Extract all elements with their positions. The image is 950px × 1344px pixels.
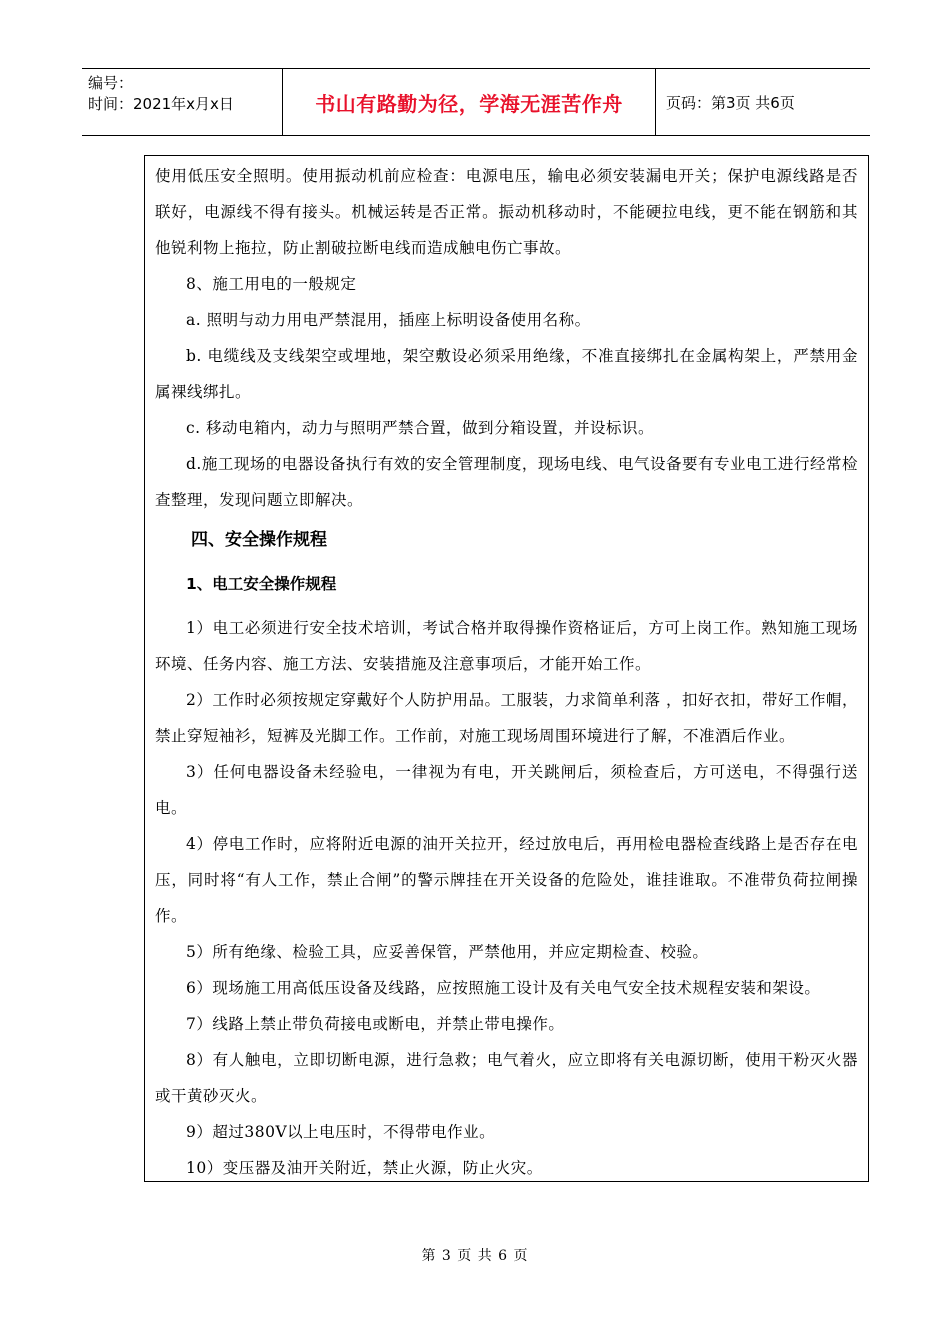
rule-item-6: 6）现场施工用高低压设备及线路，应按照施工设计及有关电气安全技术规程安装和架设。 (186, 979, 821, 997)
paragraph-item-c: c. 移动电箱内，动力与照明严禁合置，做到分箱设置，并设标识。 (186, 419, 655, 437)
subsection-heading: 1、电工安全操作规程 (186, 575, 337, 593)
header-page-info: 页码：第3页 共6页 (666, 93, 795, 112)
header-motto: 书山有路勤为径，学海无涯苦作舟 (315, 91, 623, 116)
rule-item-1: 1）电工必须进行安全技术培训，考试合格并取得操作资格证后，方可上岗工作。熟知施工现场环境、任务内容、施工方法、安装措施及注意事项后，才能开始工作。 (155, 619, 858, 673)
document-date: 时间：2021年x月x日 (88, 95, 234, 113)
page-footer: 第 3 页 共 6 页 (421, 1248, 529, 1264)
document-header (82, 68, 870, 136)
rule-item-8: 8）有人触电，立即切断电源，进行急救；电气着火，应立即将有关电源切断，使用干粉灭火器或干黄砂灭火。 (155, 1051, 858, 1105)
rule-item-2: 2）工作时必须按规定穿戴好个人防护用品。工服装，力求简单利落 ，扣好衣扣，带好工作帽，禁止穿短袖衫，短裤及光脚工作。工作前，对施工现场周围环境进行了解，不准酒后作业。 (155, 691, 858, 745)
section-heading: 四、安全操作规程 (191, 530, 327, 550)
header-meta (82, 69, 282, 135)
paragraph-item-8: 8、施工用电的一般规定 (186, 275, 357, 293)
rule-item-10: 10）变压器及油开关附近，禁止火源，防止火灾。 (186, 1159, 543, 1177)
rule-item-9: 9）超过380V以上电压时，不得带电作业。 (186, 1123, 496, 1141)
paragraph-item-a: a. 照明与动力用电严禁混用，插座上标明设备使用名称。 (186, 311, 591, 329)
rule-item-5: 5）所有绝缘、检验工具，应妥善保管，严禁他用，并应定期检查、校验。 (186, 943, 709, 961)
paragraph-item-d: d.施工现场的电器设备执行有效的安全管理制度，现场电线、电气设备要有专业电工进行经常检查整理，发现问题立即解决。 (155, 455, 858, 509)
paragraph-intro: 使用低压安全照明。使用振动机前应检查：电源电压，输电必须安装漏电开关；保护电源线路是否联好，电源线不得有接头。机械运转是否正常。振动机移动时，不能硬拉电线，更不能在钢筋和其他锐利物上拖拉，防止割破拉断电线而造成触电伤亡事故。 (155, 167, 858, 257)
rule-item-4: 4）停电工作时，应将附近电源的油开关拉开，经过放电后，再用检电器检查线路上是否存在电压，同时将“有人工作，禁止合闸”的警示牌挂在开关设备的危险处，谁挂谁取。不准带负荷拉闸操作。 (155, 835, 858, 925)
content-frame (144, 155, 869, 1182)
rule-item-7: 7）线路上禁止带负荷接电或断电，并禁止带电操作。 (186, 1015, 565, 1033)
paragraph-item-b: b. 电缆线及支线架空或埋地，架空敷设必须采用绝缘，不准直接绑扎在金属构架上，严禁用金属裸线绑扎。 (155, 347, 858, 401)
header-motto-cell (282, 69, 656, 135)
rule-item-3: 3）任何电器设备未经验电，一律视为有电，开关跳闸后，须检查后，方可送电，不得强行送电。 (155, 763, 858, 817)
document-number-label: 编号： (88, 74, 134, 92)
